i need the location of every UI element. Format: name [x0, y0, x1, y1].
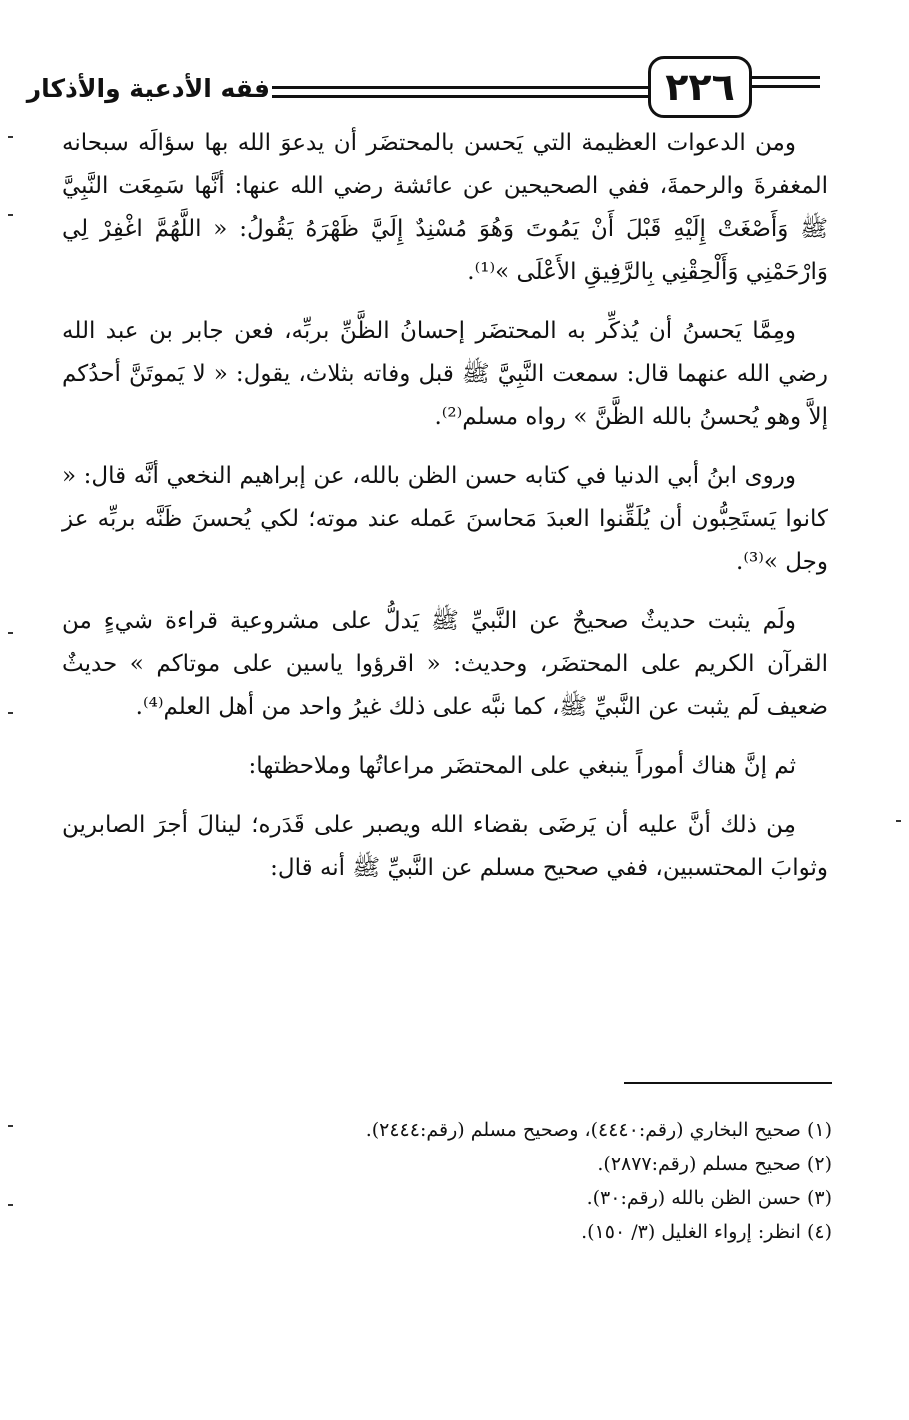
footnote: (٤) انظر: إرواء الغليل (٣/ ١٥٠).	[581, 1221, 832, 1243]
margin-mark	[8, 1125, 13, 1127]
header-rule-right-bottom	[752, 85, 820, 88]
footnote: (٣) حسن الظن بالله (رقم:٣٠).	[586, 1187, 832, 1209]
main-text	[62, 122, 828, 906]
footnote-separator	[624, 1082, 832, 1084]
header-rule-left-top	[272, 86, 648, 89]
margin-mark	[8, 632, 13, 634]
page-number: ٢٢٦	[648, 56, 752, 118]
footnote: (١) صحيح البخاري (رقم:٤٤٤٠)، وصحيح مسلم (رقم:٢٤٤٤).	[365, 1119, 832, 1141]
margin-mark	[8, 712, 13, 714]
footnote: (٢) صحيح مسلم (رقم:٢٨٧٧).	[597, 1153, 832, 1175]
margin-mark	[896, 820, 901, 822]
footnotes	[62, 1113, 832, 1249]
paragraph: ومِمَّا يَحسنُ أن يُذكِّر به المحتضَر إحسانُ الظَّنِّ بربِّه، فعن جابر بن عبد الله رضي الله عنهما قال: سمعت النَّبِيَّ ﷺ قبل وفاته بثلاث، يقول: « لا يَموتَنَّ أحدُكم إلاَّ وهو يُحسنُ بالله الظَّنَّ » رواه مسلم⁽²⁾.	[62, 318, 828, 430]
paragraph: ولَم يثبت حديثٌ صحيحٌ عن النَّبيِّ ﷺ يَدلُّ على مشروعية قراءة شيءٍ من القرآن الكريم على المحتضَر، وحديث: « اقرؤوا ياسين على موتاكم » حديثٌ ضعيف لَم يثبت عن النَّبيِّ ﷺ، كما نبَّه على ذلك غيرُ واحد من أهل العلم⁽⁴⁾.	[62, 608, 828, 720]
header-rule-right-top	[752, 76, 820, 79]
margin-mark	[8, 136, 13, 138]
margin-mark	[8, 1204, 13, 1206]
paragraph: ومن الدعوات العظيمة التي يَحسن بالمحتضَر أن يدعوَ الله بها سؤالَه سبحانه المغفرةَ والرحمةَ، ففي الصحيحين عن عائشة رضي الله عنها: أنَّها سَمِعَت النَّبِيَّ ﷺ وَأَصْغَتْ إِلَيْهِ قَبْلَ أَنْ يَمُوتَ وَهُوَ مُسْنِدٌ إِلَيَّ ظَهْرَهُ يَقُولُ: « اللَّهُمَّ اغْفِرْ لِي وَارْحَمْنِي وَأَلْحِقْنِي بِالرَّفِيقِ الأَعْلَى »⁽¹⁾.	[62, 130, 828, 285]
paragraph: وروى ابنُ أبي الدنيا في كتابه حسن الظن بالله، عن إبراهيم النخعي أنَّه قال: « كانوا يَستَحِبُّون أن يُلَقِّنوا العبدَ مَحاسنَ عَمله عند موته؛ لكي يُحسنَ ظَنَّه بربِّه عز وجل »⁽³⁾.	[62, 463, 828, 575]
page-header	[26, 52, 820, 126]
paragraph: ثم إنَّ هناك أموراً ينبغي على المحتضَر مراعاتُها وملاحظتها:	[248, 753, 796, 779]
margin-mark	[8, 214, 13, 216]
book-title: فقه الأدعية والأذكار	[26, 74, 270, 103]
paragraph: مِن ذلك أنَّ عليه أن يَرضَى بقضاء الله ويصبر على قَدَره؛ لينالَ أجرَ الصابرين وثوابَ المحتسبين، ففي صحيح مسلم عن النَّبيِّ ﷺ أنه قال:	[62, 812, 828, 881]
header-rule-left-bottom	[272, 95, 648, 98]
